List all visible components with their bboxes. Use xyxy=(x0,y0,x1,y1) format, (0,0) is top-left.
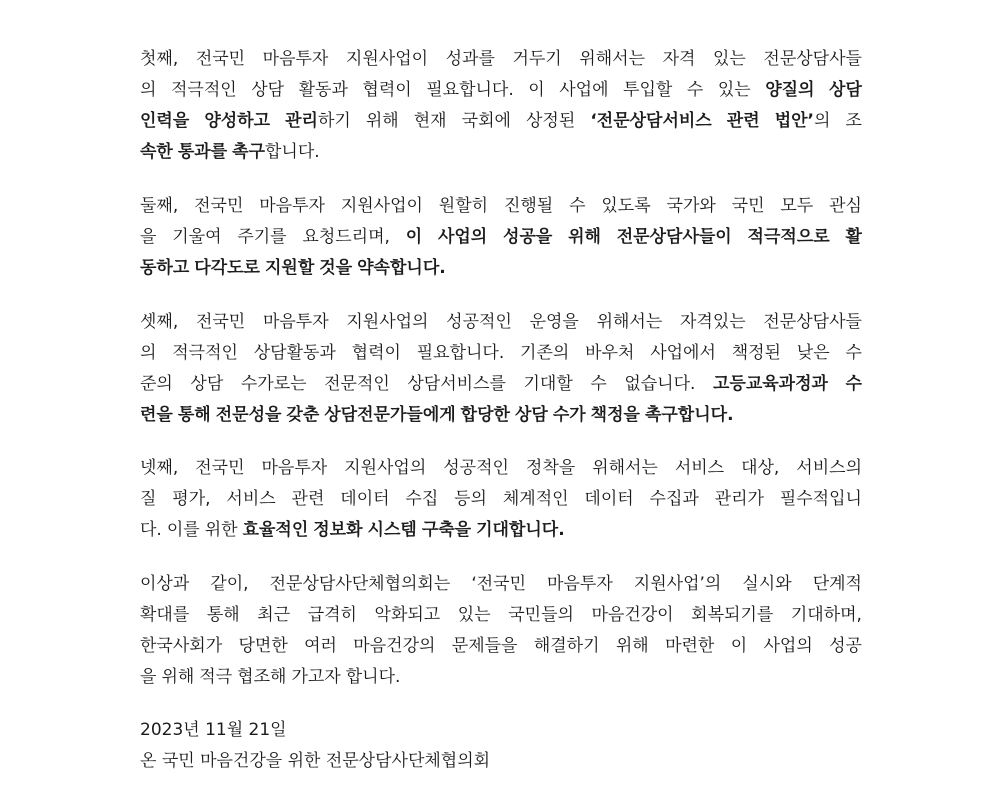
word: 조 xyxy=(845,111,862,131)
word: 마음투자 xyxy=(259,196,325,216)
word: 악화되고 xyxy=(374,605,441,625)
document-date: 2023년 11월 21일 xyxy=(140,720,287,740)
word: 통해 xyxy=(206,605,240,625)
word: 이 xyxy=(405,227,423,247)
word: 마련한 xyxy=(665,636,715,656)
word: 적극 xyxy=(199,667,233,687)
word: 투입할 xyxy=(623,80,673,100)
word: 대상, xyxy=(741,458,780,478)
word: 책정된 xyxy=(731,343,781,363)
word: 요청드리며, xyxy=(302,227,390,247)
word: 급격히 xyxy=(307,605,357,625)
word: 활 xyxy=(845,227,862,247)
organization-signature: 온 국민 마음건강을 위한 전문상담사단체협의회 xyxy=(140,751,491,771)
text-line xyxy=(140,75,862,106)
word: 평가, xyxy=(172,489,211,509)
word: 촉구합니다. xyxy=(644,405,734,425)
word: 통과를 xyxy=(177,142,228,162)
word: 상담전문가들에게 xyxy=(324,405,456,425)
paragraph-second xyxy=(140,191,862,284)
word: 첫째, xyxy=(140,49,179,69)
word: 위해 xyxy=(161,667,195,687)
word: 마음투자 xyxy=(261,458,328,478)
word: 수 xyxy=(845,374,862,394)
word: 의 xyxy=(140,80,157,100)
text-line xyxy=(140,253,862,284)
word: 지원사업’의 xyxy=(633,574,722,594)
word: 인력을 xyxy=(140,111,190,131)
word: 다. xyxy=(140,520,162,540)
word: 정보화 xyxy=(313,520,363,540)
word: 수가로는 xyxy=(240,374,307,394)
word: 기존의 xyxy=(520,343,570,363)
word: 회복되기를 xyxy=(691,605,774,625)
word: 수집 xyxy=(405,489,439,509)
text-line xyxy=(140,307,862,338)
word: 효율적인 xyxy=(242,520,309,540)
word: 지원사업의 xyxy=(346,312,429,332)
text-line xyxy=(140,484,862,515)
word: 현재 xyxy=(413,111,447,131)
word: 있는 xyxy=(712,49,746,69)
word: 위해서는 xyxy=(596,312,663,332)
word: 촉구합니다. xyxy=(232,142,320,162)
word: ‘전국민 xyxy=(471,574,526,594)
word: 수집과 xyxy=(649,489,699,509)
word: 합당한 xyxy=(460,405,510,425)
text-line xyxy=(140,106,862,137)
word: 성공 xyxy=(829,636,862,656)
word: 성공을 xyxy=(503,227,553,247)
word: 준의 xyxy=(140,374,173,394)
word: 사업에 xyxy=(559,80,609,100)
signature-block xyxy=(140,715,862,777)
word: 필요합니다. xyxy=(426,80,514,100)
word: 사업의 xyxy=(763,636,813,656)
word: 전국민 xyxy=(194,196,244,216)
word: 정착을 xyxy=(525,458,576,478)
word: 구축을 xyxy=(421,520,472,540)
word: 한국사회가 xyxy=(140,636,223,656)
word: 당면한 xyxy=(238,636,288,656)
text-line xyxy=(140,338,862,369)
word: 셋째, xyxy=(140,312,179,332)
text-line xyxy=(140,453,862,484)
word: 넷째, xyxy=(140,458,179,478)
word: 통해 xyxy=(177,405,211,425)
text-line xyxy=(140,515,862,546)
word: 진행될 xyxy=(503,196,554,216)
word: 여러 xyxy=(304,636,337,656)
word: 마음투자 xyxy=(547,574,613,594)
word: 낮은 xyxy=(796,343,830,363)
word: 관심 xyxy=(829,196,862,216)
word: 약속합니다. xyxy=(357,258,446,278)
word: 지원사업의 xyxy=(344,458,427,478)
word: 모두 xyxy=(780,196,814,216)
word: 필요합니다. xyxy=(416,343,505,363)
word: 양질의 xyxy=(765,80,815,100)
word: 사업의 xyxy=(437,227,488,247)
word: 운영을 xyxy=(529,312,579,332)
word: 전문적인 xyxy=(324,374,390,394)
word: 질 xyxy=(140,489,157,509)
word: 수 xyxy=(845,343,862,363)
word: 수 xyxy=(590,374,607,394)
word: 적극적인 xyxy=(170,80,237,100)
word: 책정을 xyxy=(590,405,640,425)
word: 양성하고 xyxy=(204,111,271,131)
word: 을 xyxy=(140,667,157,687)
word: 전문성을 xyxy=(215,405,282,425)
word: 지원사업이 xyxy=(345,49,429,69)
word: 마음투자 xyxy=(262,49,329,69)
word: 것을 xyxy=(319,258,353,278)
word: 같이, xyxy=(210,574,249,594)
text-line xyxy=(140,222,862,253)
word: 상담 xyxy=(251,80,285,100)
word: 위해서는 xyxy=(579,49,645,69)
word: 실시와 xyxy=(742,574,792,594)
word: 등의 xyxy=(454,489,487,509)
word: 주기를 xyxy=(237,227,287,247)
word: 전국민 xyxy=(195,49,246,69)
word: 원할히 xyxy=(438,196,489,216)
paragraph-fourth xyxy=(140,453,862,546)
text-line xyxy=(140,369,862,400)
word: 데이터 xyxy=(584,489,634,509)
word: 수가 xyxy=(552,405,586,425)
word: 시스템 xyxy=(367,520,417,540)
word: 체계적인 xyxy=(502,489,569,509)
word: 의 xyxy=(140,343,157,363)
word: 협조해 xyxy=(237,667,287,687)
word: 없습니다. xyxy=(624,374,696,394)
word: 협력이 xyxy=(351,343,401,363)
word: 마음건강의 xyxy=(353,636,436,656)
word: 속한 xyxy=(140,142,173,162)
word: 위해 xyxy=(615,636,649,656)
word: 합니다. xyxy=(345,667,401,687)
word: 이 xyxy=(528,80,545,100)
paragraph-closing xyxy=(140,569,862,693)
word: 전문상담사들이 xyxy=(616,227,732,247)
word: 전문상담사들 xyxy=(763,49,862,69)
word: 확대를 xyxy=(140,605,190,625)
word: 지원할 xyxy=(264,258,315,278)
word: 상담 xyxy=(190,374,224,394)
word: 가고자 xyxy=(291,667,341,687)
word: 마음건강이 xyxy=(591,605,674,625)
word: 관리하기 xyxy=(285,111,351,131)
text-line xyxy=(140,600,862,631)
word: 마음투자 xyxy=(262,312,329,332)
word: 국민들의 xyxy=(508,605,574,625)
word: 위해서는 xyxy=(592,458,658,478)
word: 법안’의 xyxy=(774,111,831,131)
word: 이 xyxy=(730,636,748,656)
word: 적극적인 xyxy=(172,343,238,363)
word: 있는 xyxy=(457,605,491,625)
word: 이를 xyxy=(166,520,200,540)
word: 기울여 xyxy=(172,227,222,247)
word: 고등교육과정과 xyxy=(712,374,828,394)
text-line xyxy=(140,44,862,75)
word: 위해 xyxy=(365,111,399,131)
word: 전국민 xyxy=(195,458,245,478)
word: 서비스 xyxy=(674,458,725,478)
paragraph-first xyxy=(140,44,862,168)
word: 위해 xyxy=(568,227,601,247)
word: 성과를 xyxy=(445,49,495,69)
word: 관리가 xyxy=(714,489,764,509)
word: 적극적으로 xyxy=(747,227,830,247)
word: 협력이 xyxy=(362,80,412,100)
word: 수 xyxy=(686,80,704,100)
word: 서비스의 xyxy=(796,458,862,478)
word: ‘전문상담서비스 xyxy=(590,111,712,131)
word: 전문상담사단체협의회는 xyxy=(269,574,451,594)
word: 최근 xyxy=(257,605,291,625)
word: 둘째, xyxy=(140,196,179,216)
word: 성공적인 xyxy=(446,312,512,332)
word: 데이터 xyxy=(340,489,390,509)
word: 위한 xyxy=(204,520,238,540)
word: 국민 xyxy=(731,196,765,216)
word: 자격 xyxy=(662,49,696,69)
word: 문제들을 xyxy=(451,636,518,656)
word: 상담 xyxy=(514,405,548,425)
word: 해결하기 xyxy=(533,636,600,656)
word: 바우처 xyxy=(585,343,635,363)
text-line xyxy=(140,400,862,431)
word: 국회에 xyxy=(461,111,511,131)
word: 갖춘 xyxy=(286,405,320,425)
text-line xyxy=(140,137,862,168)
word: 사업에서 xyxy=(650,343,716,363)
word: 국가와 xyxy=(666,196,716,216)
word: 관련 xyxy=(726,111,760,131)
word: 있는 xyxy=(717,80,751,100)
text-line xyxy=(140,631,862,662)
word: 수 xyxy=(569,196,586,216)
word: 전문상담사들 xyxy=(763,312,862,332)
word: 단계적 xyxy=(812,574,862,594)
word: 상담서비스를 xyxy=(407,374,506,394)
word: 있도록 xyxy=(601,196,651,216)
word: 기대하며, xyxy=(790,605,862,625)
word: 다각도로 xyxy=(194,258,260,278)
word: 관련 xyxy=(291,489,325,509)
word: 필수적입니 xyxy=(779,489,862,509)
word: 상담활동과 xyxy=(253,343,336,363)
word: 전국민 xyxy=(195,312,246,332)
text-line xyxy=(140,569,862,600)
word: 서비스 xyxy=(226,489,276,509)
word: 기대할 xyxy=(523,374,573,394)
word: 기대합니다. xyxy=(476,520,565,540)
word: 지원사업이 xyxy=(340,196,423,216)
word: 이상과 xyxy=(140,574,190,594)
word: 을 xyxy=(140,227,157,247)
text-line xyxy=(140,662,862,693)
word: 성공적인 xyxy=(443,458,509,478)
word: 거두기 xyxy=(512,49,562,69)
word: 상정된 xyxy=(525,111,576,131)
word: 련을 xyxy=(140,405,173,425)
word: 자격있는 xyxy=(679,312,746,332)
word: 상담 xyxy=(829,80,862,100)
word: 동하고 xyxy=(140,258,190,278)
text-line xyxy=(140,191,862,222)
word: 활동과 xyxy=(298,80,348,100)
paragraph-third xyxy=(140,307,862,431)
